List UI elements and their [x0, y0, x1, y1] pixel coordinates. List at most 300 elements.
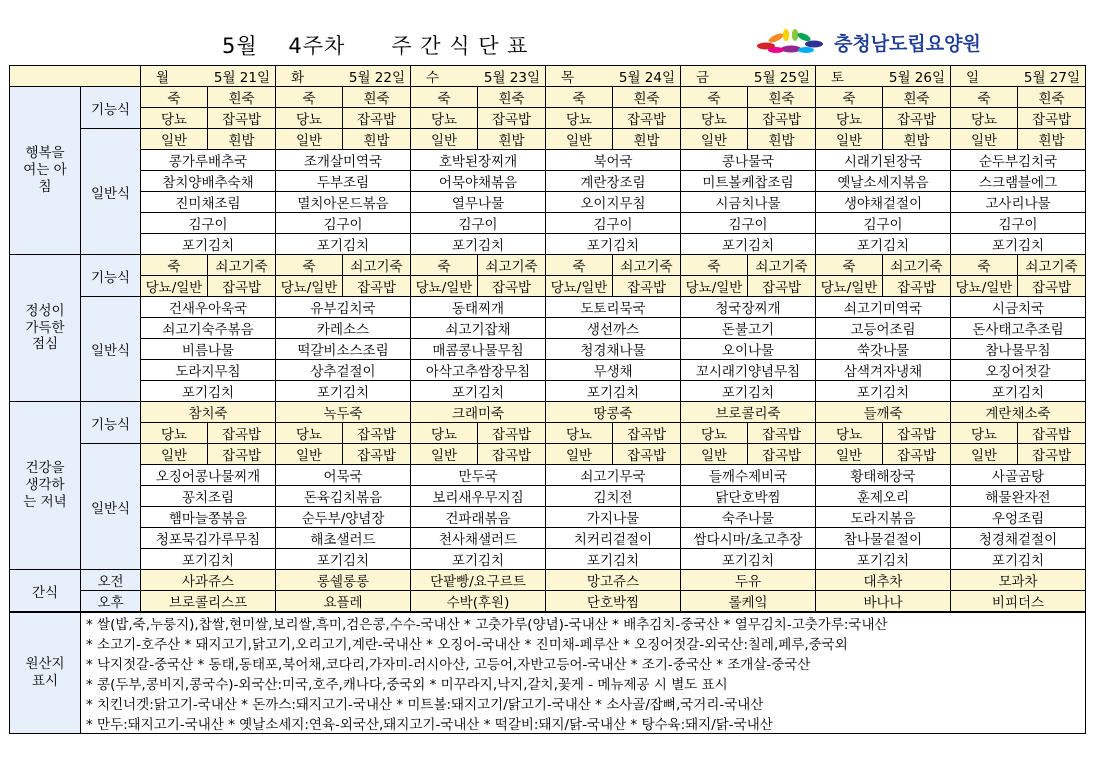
general-header-cell: 일반 [816, 129, 883, 150]
day-header [411, 66, 546, 87]
functional-cell: 죽 [546, 255, 613, 276]
menu-item: 순두부김치국 [951, 150, 1086, 171]
table-row [10, 87, 1086, 108]
functional-cell: 잡곡밥 [883, 276, 951, 297]
menu-item: 오이나물 [681, 339, 816, 360]
functional-cell: 당뇨 [546, 423, 613, 444]
menu-item: 청국장찌개 [681, 297, 816, 318]
menu-item: 생선까스 [546, 318, 681, 339]
functional-cell: 흰죽 [613, 87, 681, 108]
menu-item: 동태찌개 [411, 297, 546, 318]
menu-item: 어묵국 [276, 465, 411, 486]
day-name: 금 [696, 70, 710, 86]
snack-pm-item: 수박(후원) [411, 591, 546, 613]
snack-pm-item: 단호박찜 [546, 591, 681, 613]
functional-cell: 당뇨 [951, 423, 1018, 444]
flower-logo-icon [756, 29, 832, 55]
menu-item: 청경채나물 [546, 339, 681, 360]
menu-item: 포기김치 [411, 234, 546, 255]
day-header [141, 66, 276, 87]
table-row [10, 549, 1086, 570]
menu-item: 도라지볶음 [816, 507, 951, 528]
menu-item: 해초샐러드 [276, 528, 411, 549]
functional-cell: 잡곡밥 [208, 276, 276, 297]
functional-cell: 당뇨 [141, 108, 208, 129]
origin-label-text: 원산지 표시 [25, 656, 65, 689]
general-header-cell: 잡곡밥 [613, 444, 681, 465]
general-label: 일반식 [81, 297, 141, 402]
menu-item: 카레소스 [276, 318, 411, 339]
menu-item: 포기김치 [276, 234, 411, 255]
functional-cell: 잡곡밥 [478, 423, 546, 444]
menu-item: 포기김치 [951, 549, 1086, 570]
general-header-cell: 일반 [141, 129, 208, 150]
menu-item: 오징어젓갈 [951, 360, 1086, 381]
day-header [276, 66, 411, 87]
functional-cell: 잡곡밥 [883, 423, 951, 444]
day-date: 5월 26일 [888, 70, 945, 86]
menu-item: 미트볼케찹조림 [681, 171, 816, 192]
functional-cell: 죽 [411, 87, 478, 108]
day-name: 일 [966, 70, 980, 86]
menu-item: 사골곰탕 [951, 465, 1086, 486]
day-name: 화 [291, 70, 305, 86]
table-row [10, 633, 1086, 653]
menu-item: 상추겉절이 [276, 360, 411, 381]
general-header-cell: 일반 [816, 444, 883, 465]
general-header-cell: 흰밥 [478, 129, 546, 150]
menu-item: 해물완자전 [951, 486, 1086, 507]
table-row [10, 66, 1086, 87]
table-row [10, 713, 1086, 734]
table-row [10, 444, 1086, 465]
menu-item: 김구이 [816, 213, 951, 234]
logo [756, 28, 981, 56]
menu-table [9, 65, 1086, 734]
functional-cell: 잡곡밥 [1018, 108, 1086, 129]
general-header-cell: 일반 [276, 129, 343, 150]
menu-item: 계란장조림 [546, 171, 681, 192]
menu-item: 포기김치 [681, 381, 816, 402]
menu-item: 시금치나물 [681, 192, 816, 213]
functional-cell: 쇠고기죽 [883, 255, 951, 276]
snack-pm-item: 바나나 [816, 591, 951, 613]
functional-cell: 흰죽 [1018, 87, 1086, 108]
functional-cell: 잡곡밥 [613, 276, 681, 297]
menu-item: 청경채겉절이 [951, 528, 1086, 549]
functional-cell: 죽 [141, 255, 208, 276]
functional-cell: 흰죽 [343, 87, 411, 108]
logo-text: 충청남도립요양원 [834, 32, 981, 55]
menu-item: 포기김치 [141, 234, 276, 255]
menu-item: 닭단호박찜 [681, 486, 816, 507]
menu-item: 참치양배추숙채 [141, 171, 276, 192]
table-row [10, 402, 1086, 423]
table-row [10, 276, 1086, 297]
menu-item: 김구이 [141, 213, 276, 234]
menu-item: 고사리나물 [951, 192, 1086, 213]
functional-cell: 잡곡밥 [883, 108, 951, 129]
table-row [10, 570, 1086, 591]
general-header-cell: 일반 [546, 129, 613, 150]
day-date: 5월 27일 [1023, 70, 1080, 86]
menu-item: 쑥갓나물 [816, 339, 951, 360]
general-header-cell: 일반 [411, 129, 478, 150]
menu-item: 포기김치 [681, 234, 816, 255]
menu-item: 포기김치 [546, 549, 681, 570]
menu-item: 순두부/양념장 [276, 507, 411, 528]
snack-am-item: 단팥빵/요구르트 [411, 570, 546, 591]
menu-item: 돈육김치볶음 [276, 486, 411, 507]
day-date: 5월 24일 [618, 70, 675, 86]
table-row [10, 318, 1086, 339]
menu-item: 포기김치 [546, 234, 681, 255]
functional-label: 기능식 [81, 255, 141, 297]
snack-am-item: 망고쥬스 [546, 570, 681, 591]
functional-cell: 당뇨 [411, 108, 478, 129]
menu-item: 멸치아몬드볶음 [276, 192, 411, 213]
menu-item: 삼색겨자냉채 [816, 360, 951, 381]
menu-item: 쇠고기무국 [546, 465, 681, 486]
menu-item: 김치전 [546, 486, 681, 507]
meal-label-text: 정성이 가득한 점심 [25, 302, 65, 353]
functional-cell: 죽 [681, 255, 748, 276]
menu-item: 꽁치조림 [141, 486, 276, 507]
general-header-cell: 잡곡밥 [343, 444, 411, 465]
functional-cell: 당뇨 [276, 108, 343, 129]
porridge-cell: 브로콜리죽 [681, 402, 816, 423]
porridge-cell: 참치죽 [141, 402, 276, 423]
functional-cell: 잡곡밥 [478, 276, 546, 297]
table-row [10, 465, 1086, 486]
day-name: 목 [561, 70, 575, 86]
functional-cell: 쇠고기죽 [748, 255, 816, 276]
functional-cell: 당뇨 [816, 108, 883, 129]
menu-item: 비름나물 [141, 339, 276, 360]
menu-item: 햄마늘쫑볶음 [141, 507, 276, 528]
menu-item: 건새우아욱국 [141, 297, 276, 318]
general-header-cell: 일반 [141, 444, 208, 465]
menu-item: 북어국 [546, 150, 681, 171]
menu-item: 포기김치 [276, 381, 411, 402]
menu-item: 건파래볶음 [411, 507, 546, 528]
general-header-cell: 흰밥 [1018, 129, 1086, 150]
menu-item: 김구이 [951, 213, 1086, 234]
day-header [816, 66, 951, 87]
general-header-cell: 일반 [681, 129, 748, 150]
functional-cell: 죽 [276, 255, 343, 276]
menu-item: 포기김치 [411, 549, 546, 570]
menu-item: 아삭고추쌈장무침 [411, 360, 546, 381]
snack-pm-item: 브로콜리스프 [141, 591, 276, 613]
table-row [10, 673, 1086, 693]
day-name: 월 [156, 70, 170, 86]
functional-cell: 당뇨 [951, 108, 1018, 129]
general-header-cell: 잡곡밥 [208, 444, 276, 465]
menu-item: 포기김치 [141, 549, 276, 570]
origin-line: * 치킨너겟:닭고기-국내산 * 돈까스:돼지고기-국내산 * 미트볼:돼지고기/닭고기-국내산 * 소사골/잡뼈,국거리-국내산 [81, 693, 1086, 713]
general-header-cell: 흰밥 [613, 129, 681, 150]
functional-cell: 죽 [816, 255, 883, 276]
functional-cell: 죽 [816, 87, 883, 108]
snack-pm-item: 요플레 [276, 591, 411, 613]
meal-label-breakfast [10, 87, 81, 255]
snack-am-item: 사과쥬스 [141, 570, 276, 591]
menu-item: 포기김치 [546, 381, 681, 402]
table-row [10, 423, 1086, 444]
menu-item: 돈사태고추조림 [951, 318, 1086, 339]
day-name: 토 [831, 70, 845, 86]
menu-item: 포기김치 [141, 381, 276, 402]
functional-cell: 쇠고기죽 [478, 255, 546, 276]
functional-cell: 잡곡밥 [343, 423, 411, 444]
menu-item: 도토리묵국 [546, 297, 681, 318]
functional-cell: 잡곡밥 [343, 276, 411, 297]
menu-item: 포기김치 [411, 381, 546, 402]
menu-body [10, 66, 1086, 734]
menu-item: 시래기된장국 [816, 150, 951, 171]
functional-cell: 잡곡밥 [343, 108, 411, 129]
functional-cell: 흰죽 [748, 87, 816, 108]
functional-cell: 당뇨/일반 [411, 276, 478, 297]
origin-label [10, 612, 81, 734]
general-label: 일반식 [81, 129, 141, 255]
day-name: 수 [426, 70, 440, 86]
functional-cell: 흰죽 [883, 87, 951, 108]
menu-item: 김구이 [411, 213, 546, 234]
day-date: 5월 23일 [483, 70, 540, 86]
functional-cell: 당뇨/일반 [546, 276, 613, 297]
menu-item: 콩나물국 [681, 150, 816, 171]
meal-label-text: 건강을 생각하는 저녁 [23, 460, 67, 510]
functional-cell: 잡곡밥 [1018, 423, 1086, 444]
menu-item: 매콤콩나물무침 [411, 339, 546, 360]
functional-cell: 당뇨/일반 [141, 276, 208, 297]
table-row [10, 693, 1086, 713]
functional-cell: 쇠고기죽 [1018, 255, 1086, 276]
functional-cell: 당뇨 [411, 423, 478, 444]
general-header-cell: 잡곡밥 [478, 444, 546, 465]
menu-item: 포기김치 [276, 549, 411, 570]
menu-item: 조개살미역국 [276, 150, 411, 171]
menu-item: 유부김치국 [276, 297, 411, 318]
general-header-cell: 일반 [411, 444, 478, 465]
functional-cell: 당뇨 [681, 108, 748, 129]
functional-cell: 당뇨 [681, 423, 748, 444]
menu-item: 들깨수제비국 [681, 465, 816, 486]
menu-item: 숙주나물 [681, 507, 816, 528]
functional-cell: 잡곡밥 [748, 108, 816, 129]
snack-am-item: 모과차 [951, 570, 1086, 591]
functional-cell: 흰죽 [478, 87, 546, 108]
general-header-cell: 흰밥 [748, 129, 816, 150]
menu-item: 돈불고기 [681, 318, 816, 339]
porridge-cell: 땅콩죽 [546, 402, 681, 423]
menu-item: 도라지무침 [141, 360, 276, 381]
origin-line: * 만두:돼지고기-국내산 * 옛날소세지:연육-외국산,돼지고기-국내산 * 떡갈비:돼지/닭-국내산 * 탕수육:돼지/닭-국내산 [81, 713, 1086, 734]
general-header-cell: 흰밥 [343, 129, 411, 150]
table-row [10, 213, 1086, 234]
table-row [10, 486, 1086, 507]
functional-cell: 흰죽 [208, 87, 276, 108]
menu-item: 쇠고기숙주볶음 [141, 318, 276, 339]
menu-item: 오징어콩나물찌개 [141, 465, 276, 486]
functional-cell: 잡곡밥 [1018, 276, 1086, 297]
snack-am-item: 롱쉘롱롱 [276, 570, 411, 591]
functional-cell: 죽 [411, 255, 478, 276]
functional-cell: 죽 [951, 255, 1018, 276]
menu-item: 김구이 [546, 213, 681, 234]
menu-item: 쇠고기미역국 [816, 297, 951, 318]
functional-cell: 쇠고기죽 [208, 255, 276, 276]
general-header-cell: 일반 [546, 444, 613, 465]
header-blank [10, 66, 141, 87]
table-row [10, 171, 1086, 192]
functional-cell: 당뇨/일반 [816, 276, 883, 297]
table-row [10, 255, 1086, 276]
snack-label: 간식 [10, 570, 81, 613]
snack-am-item: 대추차 [816, 570, 951, 591]
day-header [951, 66, 1086, 87]
functional-cell: 당뇨/일반 [681, 276, 748, 297]
general-header-cell: 일반 [681, 444, 748, 465]
general-header-cell: 잡곡밥 [748, 444, 816, 465]
menu-item: 천사채샐러드 [411, 528, 546, 549]
snack-am-label: 오전 [81, 570, 141, 591]
snack-pm-item: 비피더스 [951, 591, 1086, 613]
origin-line: * 소고기-호주산 * 돼지고기,닭고기,오리고기,계란-국내산 * 오징어-국내산 * 진미채-페루산 * 오징어젓갈-외국산:칠레,페루,중국외 [81, 633, 1086, 653]
functional-cell: 당뇨 [276, 423, 343, 444]
menu-item: 가지나물 [546, 507, 681, 528]
menu-item: 우엉조림 [951, 507, 1086, 528]
table-row [10, 234, 1086, 255]
functional-cell: 죽 [951, 87, 1018, 108]
functional-cell: 잡곡밥 [748, 423, 816, 444]
porridge-cell: 크래미죽 [411, 402, 546, 423]
menu-item: 참나물무침 [951, 339, 1086, 360]
table-row [10, 507, 1086, 528]
menu-item: 생야채겉절이 [816, 192, 951, 213]
menu-item: 포기김치 [816, 549, 951, 570]
menu-item: 포기김치 [951, 234, 1086, 255]
table-row [10, 360, 1086, 381]
meal-label-lunch [10, 255, 81, 402]
menu-item: 쇠고기잡채 [411, 318, 546, 339]
snack-am-item: 두유 [681, 570, 816, 591]
functional-cell: 당뇨/일반 [276, 276, 343, 297]
porridge-cell: 계란채소죽 [951, 402, 1086, 423]
table-row [10, 339, 1086, 360]
menu-item: 포기김치 [951, 381, 1086, 402]
functional-label: 기능식 [81, 87, 141, 129]
functional-cell: 잡곡밥 [208, 423, 276, 444]
functional-cell: 당뇨/일반 [951, 276, 1018, 297]
day-header [681, 66, 816, 87]
general-header-cell: 흰밥 [208, 129, 276, 150]
table-row [10, 612, 1086, 633]
menu-item: 치커리겉절이 [546, 528, 681, 549]
menu-item: 훈제오리 [816, 486, 951, 507]
menu-item: 포기김치 [681, 549, 816, 570]
functional-cell: 죽 [546, 87, 613, 108]
menu-item: 스크램블에그 [951, 171, 1086, 192]
table-row [10, 528, 1086, 549]
page-title: 5월 4주차 주 간 식 단 표 [222, 34, 529, 58]
menu-item: 진미채조림 [141, 192, 276, 213]
porridge-cell: 들깨죽 [816, 402, 951, 423]
table-row [10, 129, 1086, 150]
menu-item: 만두국 [411, 465, 546, 486]
menu-item: 오이지무침 [546, 192, 681, 213]
general-label: 일반식 [81, 444, 141, 570]
menu-item: 호박된장찌개 [411, 150, 546, 171]
general-header-cell: 흰밥 [883, 129, 951, 150]
menu-item: 황태해장국 [816, 465, 951, 486]
menu-item: 김구이 [276, 213, 411, 234]
table-row [10, 591, 1086, 613]
menu-item: 보리새우무지짐 [411, 486, 546, 507]
origin-line: * 쌀(밥,죽,누룽지),찹쌀,현미쌀,보리쌀,흑미,검은콩,수수-국내산 * 고춧가루(양념)-국내산 * 배추김치-중국산 * 열무김치-고춧가루:국내산 [81, 612, 1086, 633]
day-date: 5월 22일 [348, 70, 405, 86]
meal-label-dinner [10, 402, 81, 570]
functional-cell: 죽 [141, 87, 208, 108]
table-row [10, 192, 1086, 213]
functional-cell: 잡곡밥 [748, 276, 816, 297]
menu-item: 고등어조림 [816, 318, 951, 339]
table-row [10, 381, 1086, 402]
menu-item: 꼬시래기양념무침 [681, 360, 816, 381]
menu-item: 옛날소세지볶음 [816, 171, 951, 192]
menu-item: 참나물겉절이 [816, 528, 951, 549]
menu-item: 어묵야채볶음 [411, 171, 546, 192]
menu-item: 콩가루배추국 [141, 150, 276, 171]
menu-item: 시금치국 [951, 297, 1086, 318]
functional-cell: 잡곡밥 [613, 423, 681, 444]
general-header-cell: 일반 [951, 444, 1018, 465]
menu-item: 포기김치 [816, 234, 951, 255]
origin-line: * 콩(두부,콩비지,콩국수)-외국산:미국,호주,캐나다,중국외 * 미꾸라지,낙지,갈치,꽃게 - 메뉴제공 시 별도 표시 [81, 673, 1086, 693]
table-row [10, 108, 1086, 129]
porridge-cell: 녹두죽 [276, 402, 411, 423]
menu-item: 열무나물 [411, 192, 546, 213]
functional-label: 기능식 [81, 402, 141, 444]
functional-cell: 죽 [681, 87, 748, 108]
day-header [546, 66, 681, 87]
functional-cell: 당뇨 [816, 423, 883, 444]
snack-pm-label: 오후 [81, 591, 141, 613]
functional-cell: 잡곡밥 [478, 108, 546, 129]
menu-item: 청포묵김가루무침 [141, 528, 276, 549]
day-date: 5월 25일 [753, 70, 810, 86]
meal-label-text: 행복을 여는 아침 [23, 145, 67, 195]
day-date: 5월 21일 [213, 70, 270, 86]
menu-item: 떡갈비소스조림 [276, 339, 411, 360]
title-area [0, 0, 1094, 64]
functional-cell: 잡곡밥 [208, 108, 276, 129]
functional-cell: 쇠고기죽 [613, 255, 681, 276]
table-row [10, 150, 1086, 171]
functional-cell: 죽 [276, 87, 343, 108]
origin-line: * 낙지젓갈-중국산 * 동태,동태포,북어채,코다리,가자미-러시아산, 고등어,자반고등어-국내산 * 조기-중국산 * 조개살-중국산 [81, 653, 1086, 673]
functional-cell: 잡곡밥 [613, 108, 681, 129]
snack-pm-item: 롤케잌 [681, 591, 816, 613]
menu-item: 쌈다시마/초고추장 [681, 528, 816, 549]
menu-item: 포기김치 [816, 381, 951, 402]
general-header-cell: 잡곡밥 [1018, 444, 1086, 465]
general-header-cell: 잡곡밥 [883, 444, 951, 465]
general-header-cell: 일반 [951, 129, 1018, 150]
functional-cell: 쇠고기죽 [343, 255, 411, 276]
